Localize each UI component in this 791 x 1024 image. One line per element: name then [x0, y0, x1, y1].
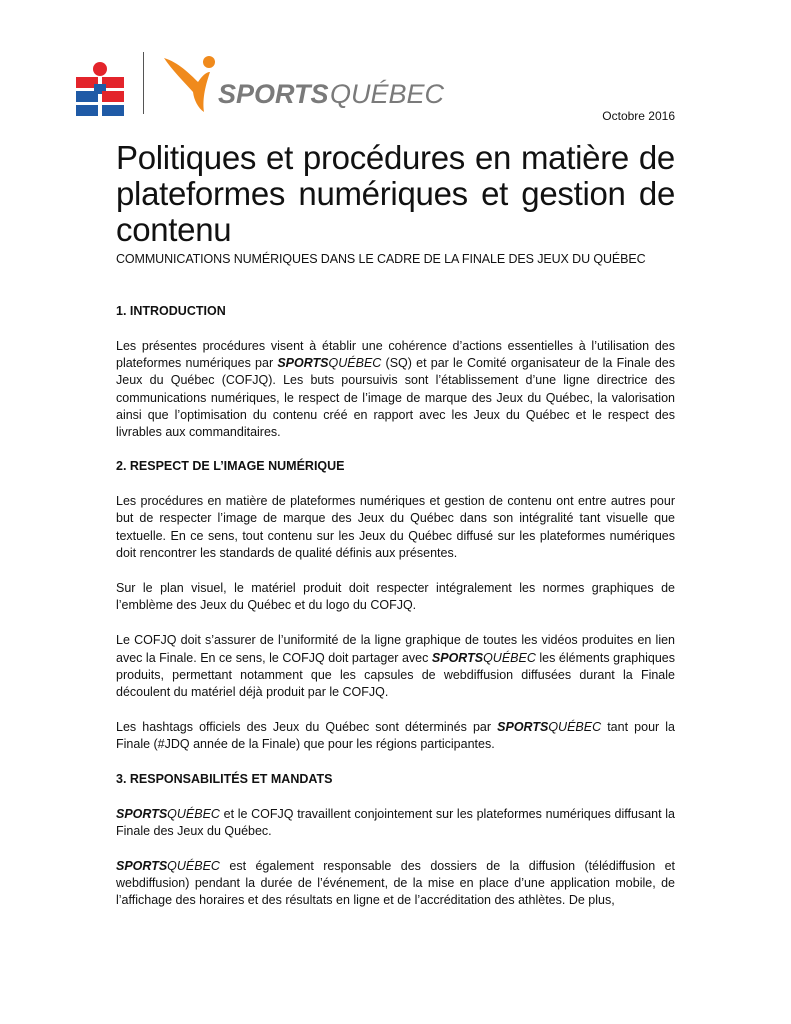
section-heading-introduction: 1. INTRODUCTION	[116, 304, 226, 318]
paragraph-introduction: Les présentes procédures visent à établir une cohérence d’actions essentielles à l’utilisation des plateformes numériques par SPORTSQUÉBEC (SQ) et par le Comité organisateur de la Finale des Jeux du Québec (COFJQ). Les buts poursuivis sont l’établissement d’une ligne directrice des communications numériques, le respect de l’image de marque des Jeux du Québec, la valorisation ainsi que l’optimisation du contenu créé en rapport avec les Jeux du Québec et le respect des livrables aux commanditaires.	[116, 339, 676, 440]
paragraph-responsabilites-1: SPORTSQUÉBEC et le COFJQ travaillent conjointement sur les plateformes numériques diffusant la Finale des Jeux du Québec.	[116, 806, 675, 838]
paragraph-image-2: Sur le plan visuel, le matériel produit doit respecter intégralement les normes graphiques de l’emblème des Jeux du Québec et du logo du COFJQ.	[116, 581, 675, 613]
document-date: Octobre 2016	[602, 109, 675, 123]
logo-divider	[143, 52, 144, 114]
jeux-du-quebec-logo-icon	[72, 60, 128, 116]
brand-name: SPORTS	[431, 650, 484, 665]
page-title: Politiques et procédures en matière de plateformes numériques et gestion de contenu	[116, 139, 675, 248]
page-header	[0, 0, 791, 130]
paragraph-image-4: Les hashtags officiels des Jeux du Québec sont déterminés par SPORTSQUÉBEC tant pour la Finale (#JDQ année de la Finale) que pour les régions participantes.	[116, 720, 676, 752]
section-heading-responsabilites: 3. RESPONSABILITÉS ET MANDATS	[116, 771, 333, 786]
sq-logo-quebec: QUÉBEC	[330, 79, 445, 109]
paragraph-image-3: Le COFJQ doit s’assurer de l’uniformité de la ligne graphique de toutes les vidéos produites en lien avec la Finale. En ce sens, le COFJQ doit partager avec SPORTSQUÉBEC les éléments graphiques produits, permettant notamment que les capsules de webdiffusion diffusées durant la Finale découlent du matériel déjà produit par le COFJQ.	[116, 633, 675, 700]
section-heading-image: 2. RESPECT DE L’IMAGE NUMÉRIQUE	[116, 459, 345, 474]
page-subtitle: COMMUNICATIONS NUMÉRIQUES DANS LE CADRE DE LA FINALE DES JEUX DU QUÉBEC	[116, 252, 646, 266]
brand-name: SPORTS	[497, 720, 549, 735]
document-body	[116, 140, 675, 928]
paragraph-image-1: Les procédures en matière de plateformes numériques et gestion de contenu ont entre autres pour but de respecter l’image de marque des Jeux du Québec dans son intégralité tant visuelle que textuelle. En ce sens, tout contenu sur les Jeux du Québec diffusé sur les plateformes numériques doit rencontrer les standards de qualité définis aux présentes.	[116, 494, 675, 560]
sportsquebec-figure-icon	[164, 56, 215, 112]
sq-logo-sports: SPORTS	[218, 79, 329, 109]
paragraph-responsabilites-2: SPORTSQUÉBEC est également responsable des dossiers de la diffusion (télédiffusion et webdiffusion) pendant la durée de l’événement, de la mise en place d’une application mobile, de l’affichage des horaires et des résultats en ligne et de l’accréditation des athlètes. De plus,	[116, 859, 675, 908]
brand-name: SPORTS	[116, 806, 168, 821]
brand-name: SPORTS	[277, 356, 329, 371]
sportsquebec-logo	[160, 52, 450, 118]
brand-name: SPORTS	[116, 859, 168, 874]
